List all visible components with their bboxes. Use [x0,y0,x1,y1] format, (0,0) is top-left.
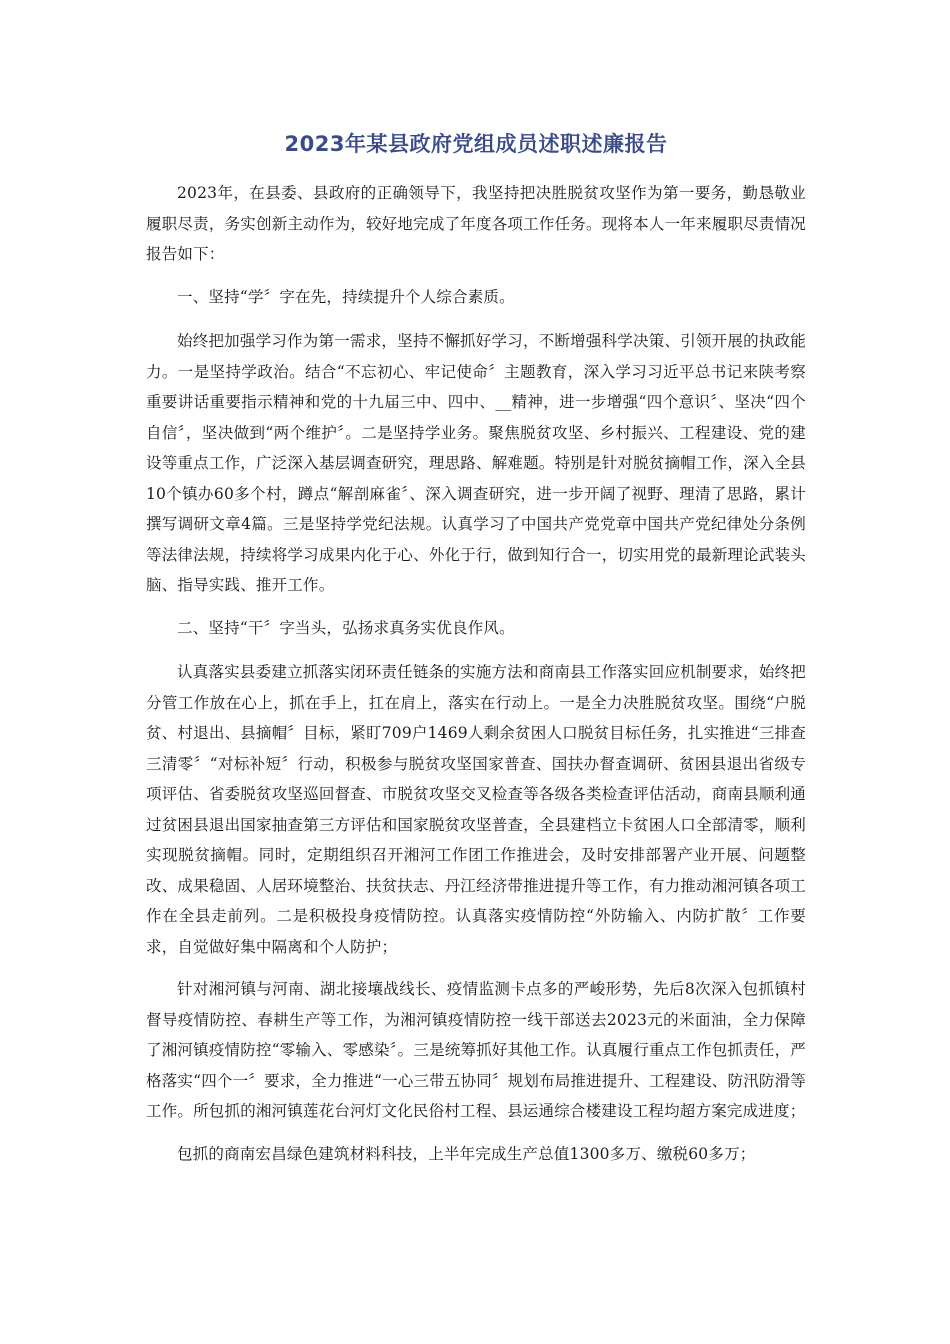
intro-paragraph: 2023年，在县委、县政府的正确领导下，我坚持把决胜脱贫攻坚作为第一要务，勤恳敬业履职尽责，务实创新主动作为，较好地完成了年度各项工作任务。现将本人一年来履职尽责情况报告如下： [146,184,806,263]
document-page [146,128,806,1181]
section-heading-2: 二、坚持“干〞字当头，弘扬求真务实优良作风。 [177,618,515,637]
section-2-paragraph-3: 包抓的商南宏昌绿色建筑材料科技，上半年完成生产总值1300多万、缴税60多万； [177,1144,756,1163]
document-title: 2023年某县政府党组成员述职述廉报告 [284,132,668,156]
section-heading-1: 一、坚持“学〞字在先，持续提升个人综合素质。 [177,287,515,306]
section-2-paragraph-1: 认真落实县委建立抓落实闭环责任链条的实施方法和商南县工作落实回应机制要求，始终把分管工作放在心上，抓在手上，扛在肩上，落实在行动上。一是全力决胜脱贫攻坚。围绕“户脱贫、村退出、县摘帽〞目标，紧盯709户1469人剩余贫困人口脱贫目标任务，扎实推进“三排查三清零〞“对标补短〞行动，积极参与脱贫攻坚国家普查、国扶办督查调研、贫困县退出省级专项评估、省委脱贫攻坚巡回督查、市脱贫攻坚交叉检查等各级各类检查评估活动，商南县顺利通过贫困县退出国家抽查第三方评估和国家脱贫攻坚普查，全县建档立卡贫困人口全部清零，顺利实现脱贫摘帽。同时，定期组织召开湘河工作团工作推进会，及时安排部署产业开展、问题整改、成果稳固、人居环境整治、扶贫扶志、丹江经济带推进提升等工作，有力推动湘河镇各项工作在全县走前列。二是积极投身疫情防控。认真落实疫情防控“外防输入、内防扩散〞工作要求，自觉做好集中隔离和个人防护； [146,663,806,956]
section-1-paragraph: 始终把加强学习作为第一需求，坚持不懈抓好学习，不断增强科学决策、引领开展的执政能力。一是坚持学政治。结合“不忘初心、牢记使命〞主题教育，深入学习习近平总书记来陕考察重要讲话重要指示精神和党的十九届三中、四中、__精神，进一步增强“四个意识〞、坚决“四个自信〞，坚决做到“两个维护〞。二是坚持学业务。聚焦脱贫攻坚、乡村振兴、工程建设、党的建设等重点工作，广泛深入基层调查研究，理思路、解难题。特别是针对脱贫摘帽工作，深入全县10个镇办60多个村，蹲点“解剖麻雀〞、深入调查研究，进一步开阔了视野、理清了思路，累计撰写调研文章4篇。三是坚持学党纪法规。认真学习了中国共产党党章中国共产党纪律处分条例等法律法规，持续将学习成果内化于心、外化于行，做到知行合一，切实用党的最新理论武装头脑、指导实践、推开工作。 [146,332,806,594]
section-2-paragraph-2: 针对湘河镇与河南、湖北接壤战线长、疫情监测卡点多的严峻形势，先后8次深入包抓镇村督导疫情防控、春耕生产等工作，为湘河镇疫情防控一线干部送去2023元的米面油，全力保障了湘河镇疫情防控“零输入、零感染〞。三是统筹抓好其他工作。认真履行重点工作包抓责任，严格落实“四个一〞要求，全力推进“一心三带五协同〞规划布局推进提升、工程建设、防汛防滑等工作。所包抓的湘河镇莲花台河灯文化民俗村工程、县运通综合楼建设工程均超方案完成进度； [146,980,806,1120]
